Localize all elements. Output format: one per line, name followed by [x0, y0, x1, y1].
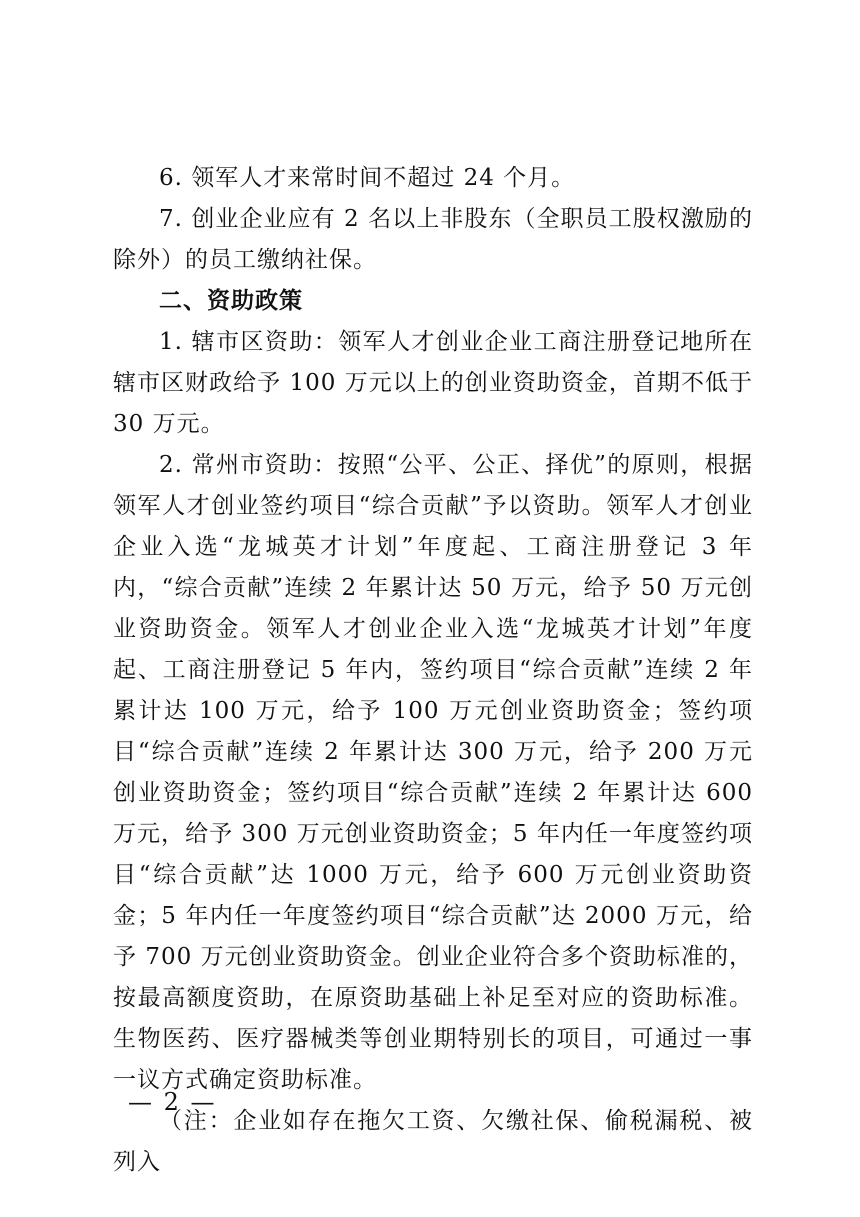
page-number: — 2 — [128, 1088, 217, 1116]
paragraph-item-6: 6. 领军人才来常时间不超过 24 个月。 [159, 165, 576, 191]
section-heading-funding-policy: 二、资助政策 [159, 288, 303, 314]
paragraph-item-7: 7. 创业企业应有 2 名以上非股东（全职员工股权激励的除外）的员工缴纳社保。 [113, 206, 753, 273]
paragraph-district-funding: 1. 辖市区资助：领军人才创业企业工商注册登记地所在辖市区财政给予 100 万元以上的创业资助资金，首期不低于 30 万元。 [113, 329, 753, 437]
document-body [113, 158, 753, 1183]
paragraph-note: （注：企业如存在拖欠工资、欠缴社保、偷税漏税、被列入 [113, 1108, 753, 1175]
paragraph-city-funding: 2. 常州市资助：按照“公平、公正、择优”的原则，根据领军人才创业签约项目“综合贡献”予以资助。领军人才创业企业入选“龙城英才计划”年度起、工商注册登记 3 年内，“综合贡献”连续 2 年累计达 50 万元，给予 50 万元创业资助资金。领军人才创业企业入选“龙城英才计划”年度起、工商注册登记 5 年内，签约项目“综合贡献”连续 2 年累计达 100 万元，给予 100 万元创业资助资金；签约项目“综合贡献”连续 2 年累计达 300 万元，给予 200 万元创业资助资金；签约项目“综合贡献”连续 2 年累计达 600 万元，给予 300 万元创业资助资金；5 年内任一年度签约项目“综合贡献”达 1000 万元，给予 600 万元创业资助资金；5 年内任一年度签约项目“综合贡献”达 2000 万元，给予 700 万元创业资助资金。创业企业符合多个资助标准的，按最高额度资助，在原资助基础上补足至对应的资助标准。生物医药、医疗器械类等创业期特别长的项目，可通过一事一议方式确定资助标准。 [113, 452, 753, 1093]
